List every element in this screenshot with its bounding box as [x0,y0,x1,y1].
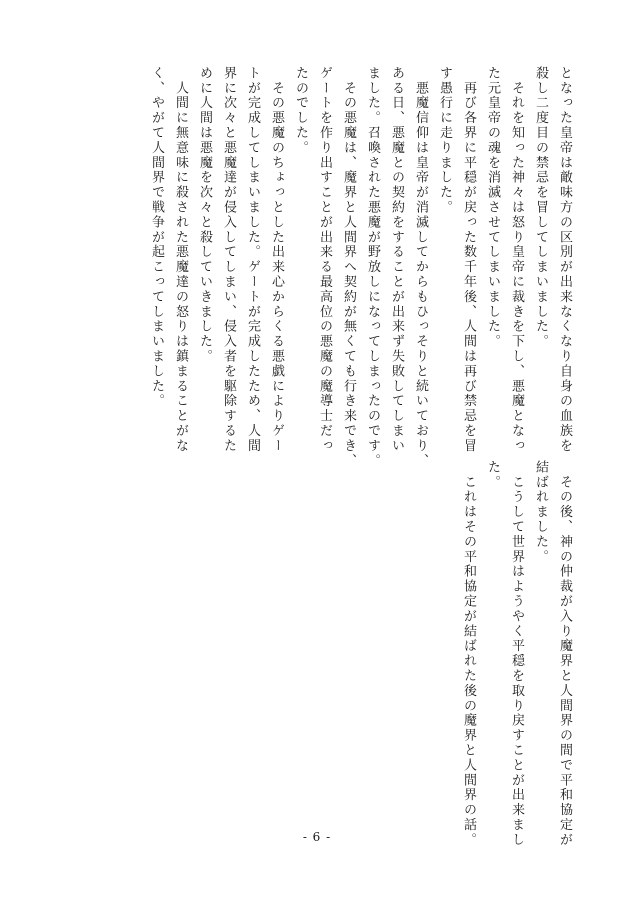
text-line: 結ばれました。 [533,460,548,565]
text-line: た。 [485,460,500,490]
top-text-block [144,66,576,469]
text-line: これはその平和協定が結ばれた後の魔界と人間界の話。 [461,460,476,848]
text-line: ある日、悪魔との契約をすることが出来ず失敗してしまい [389,66,404,454]
text-line: こうして世界はようやく平穏を取り戻すことが出来まし [509,460,524,848]
text-line: す愚行に走りました。 [437,66,452,215]
text-line: その悪魔のちょっとした出来心からくる悪戯によりゲー [269,66,284,454]
text-line: 殺し二度目の禁忌を冒してしまいました。 [533,66,548,350]
text-line: 悪魔信仰は皇帝が消滅してからもひっそりと続いており、 [413,66,428,469]
text-line: ゲートを作り出すことが出来る最高位の悪魔の魔導士だっ [317,66,332,454]
text-line: それを知った神々は怒り皇帝に裁きを下し、悪魔となっ [509,66,524,454]
text-line: その悪魔は、魔界と人間界へ契約が無くても行き来でき、 [341,66,356,469]
text-line: めに人間は悪魔を次々と殺していきました。 [197,66,212,364]
bottom-text-block [456,460,576,848]
text-line: ました。召喚された悪魔が野放しになってしまったのです。 [365,66,380,469]
text-line: たのでした。 [293,66,308,156]
page-number: - 6 - [302,830,332,844]
text-line: 再び各界に平穏が戻った数千年後、人間は再び禁忌を冒 [461,66,476,454]
text-line: た元皇帝の魂を消滅させてしまいました。 [485,66,500,350]
text-line: となった皇帝は敵味方の区別が出来なくなり自身の血族を [557,66,572,454]
text-line: 界に次々と悪魔達が侵入してしまい、侵入者を駆除するた [221,66,236,454]
text-line: トが完成してしまいました。ゲートが完成したため、人間 [245,66,260,454]
text-line: く、やがて人間界で戦争が起こってしまいました。 [149,66,164,409]
text-line: その後、神の仲裁が入り魔界と人間界の間で平和協定が [557,460,572,848]
text-line: 人間に無意味に殺された悪魔達の怒りは鎮まることがな [173,66,188,454]
